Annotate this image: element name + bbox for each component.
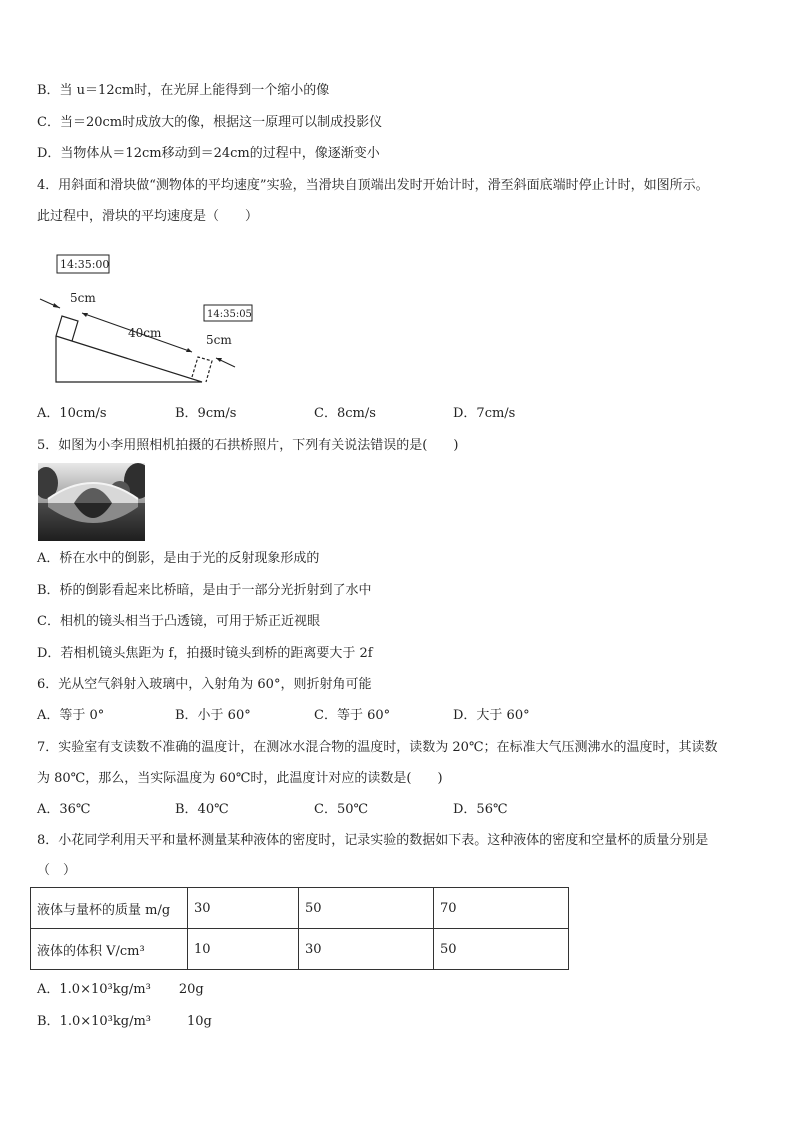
table-row [31, 929, 569, 970]
q6-option-d: D．大于 60° [453, 708, 530, 723]
option-letter: A． [37, 982, 60, 997]
measurement-table [30, 887, 569, 970]
q8-option-b [37, 1013, 212, 1031]
q8-stem-line1: 8．小花同学利用天平和量杯测量某种液体的密度时，记录实验的数据如下表。这种液体的密度和空量杯的质量分别是 [37, 833, 709, 848]
option-mass: 10g [187, 1014, 212, 1029]
q6-stem: 6．光从空气斜射入玻璃中，入射角为 60°，则折射角可能 [37, 677, 372, 692]
q8-stem-line2: （ ） [37, 863, 77, 878]
q6-option-a: A．等于 0° [37, 708, 105, 723]
slider-block-end [192, 357, 212, 382]
q7-option-d: D．56℃ [453, 802, 508, 817]
option-density: 1.0×10³kg/m³ [59, 1014, 152, 1029]
q5-option-b: B．桥的倒影看起来比桥暗，是由于一部分光折射到了水中 [37, 583, 372, 598]
q3-option-c: C．当＝20cm时成放大的像，根据这一原理可以制成投影仪 [37, 115, 383, 130]
q4-stem-line2: 此过程中，滑块的平均速度是（ ） [37, 209, 259, 224]
label-40cm: 40cm [128, 326, 162, 340]
q7-option-a: A．36℃ [37, 802, 91, 817]
q8-option-a [37, 981, 204, 999]
table-cell: 30 [299, 929, 434, 970]
q4-option-d: D．7cm/s [453, 406, 516, 421]
q7-option-c: C．50℃ [314, 802, 369, 817]
row-label-volume: 液体的体积 V/cm³ [31, 929, 188, 970]
q5-stem: 5．如图为小李用照相机拍摄的石拱桥照片，下列有关说法错误的是( ) [37, 438, 459, 453]
q5-option-d: D．若相机镜头焦距为 f，拍摄时镜头到桥的距离要大于 2f [37, 646, 373, 661]
q7-option-b: B．40℃ [175, 802, 229, 817]
q4-option-b: B．9cm/s [175, 406, 237, 421]
table-cell: 50 [299, 888, 434, 929]
q6-option-c: C．等于 60° [314, 708, 391, 723]
table-cell: 70 [434, 888, 569, 929]
q3-option-b: B．当 u＝12cm时，在光屏上能得到一个缩小的像 [37, 83, 330, 98]
q4-option-a: A．10cm/s [37, 406, 107, 421]
incline-slope [56, 336, 202, 382]
q3-option-d: D．当物体从＝12cm移动到＝24cm的过程中，像逐渐变小 [37, 146, 380, 161]
option-mass: 20g [178, 982, 204, 997]
end-timer-text: 14:35:05 [207, 309, 252, 320]
table-row [31, 888, 569, 929]
q4-option-c: C．8cm/s [314, 406, 376, 421]
q7-stem-line1: 7．实验室有支读数不准确的温度计，在测冰水混合物的温度时，读数为 20℃；在标准大气压测沸水的温度时，其读数 [37, 740, 718, 755]
incline-figure [30, 250, 290, 390]
table-cell: 50 [434, 929, 569, 970]
option-letter: B． [37, 1014, 60, 1029]
q6-option-b: B．小于 60° [175, 708, 251, 723]
stone-bridge-photo [38, 463, 145, 541]
label-5cm-bottom: 5cm [206, 333, 232, 347]
row-label-mass: 液体与量杯的质量 m/g [31, 888, 188, 929]
option-density: 1.0×10³kg/m³ [59, 982, 151, 997]
q4-stem-line1: 4．用斜面和滑块做“测物体的平均速度”实验，当滑块自顶端出发时开始计时，滑至斜面底端时停止计时，如图所示。 [37, 178, 709, 193]
start-timer-text: 14:35:00 [60, 258, 110, 271]
table-cell: 30 [188, 888, 299, 929]
q7-stem-line2: 为 80℃，那么，当实际温度为 60℃时，此温度计对应的读数是( ) [37, 771, 443, 786]
q5-option-c: C．相机的镜头相当于凸透镜，可用于矫正近视眼 [37, 614, 320, 629]
q5-option-a: A．桥在水中的倒影，是由于光的反射现象形成的 [37, 551, 320, 566]
label-5cm-top: 5cm [70, 291, 96, 305]
table-cell: 10 [188, 929, 299, 970]
